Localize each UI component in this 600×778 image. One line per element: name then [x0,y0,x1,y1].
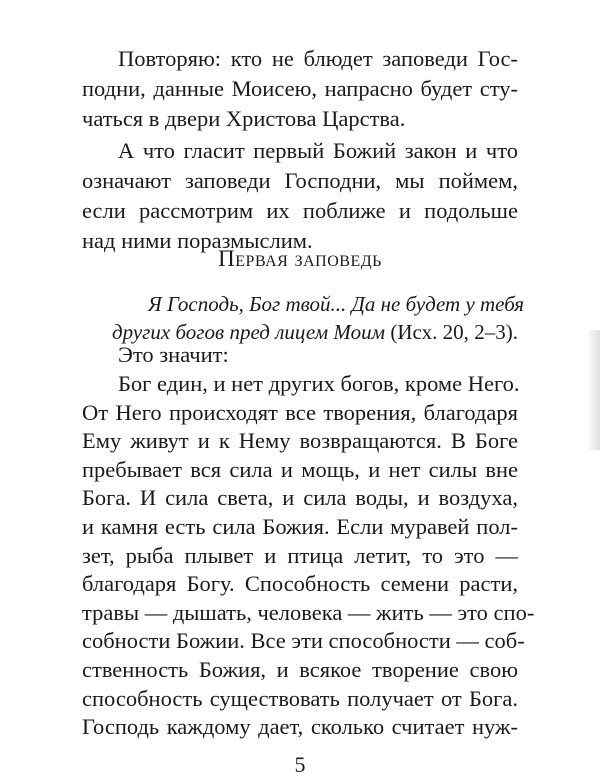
epigraph-quote-1: Я Господь, Бог твой... Да не будет у тебя [148,292,525,316]
paragraph-1-line-3: чаться в двери Христова Царства. [82,106,406,131]
paragraph-4-line-11: ственность Божия, и всякое творение свою [82,657,518,682]
paragraph-2-line-4: над ними поразмыслим. [82,228,313,253]
paragraph-2-line-1: А что гласит первый Божий закон и что [118,138,518,163]
paragraph-4-line-13: Господь каждому дает, сколько считает нуж- [82,714,518,740]
paragraph-2-line-2: означают заповеди Господни, мы поймем, [82,168,518,193]
paragraph-4-line-12: способность существовать получает от Бога. [82,685,518,711]
paragraph-4-line-1: Бог един, и нет других богов, кроме Него. [118,371,520,396]
epigraph-reference: (Исх. 20, 2–3). [385,320,518,344]
page-edge-shadow [586,330,600,450]
paragraph-4-line-4: пребывает вся сила и мощь, и нет силы вне [82,456,518,482]
epigraph-quote-2: других богов пред лицем Моим [112,320,386,344]
paragraph-1-line-2: подни, данные Моисею, напрасно будет сту- [82,76,518,101]
paragraph-3-line-1: Это значит: [118,342,229,367]
paragraph-4-line-6: и камня есть сила Божия. Если муравей пол- [82,514,518,539]
epigraph-line-1 [148,290,525,318]
page-number: 5 [294,751,306,777]
paragraph-4-line-2: От Него происходят все творения, благодаря [82,399,518,425]
paragraph-2-line-3: если рассмотрим их поближе и подольше [82,198,518,223]
paragraph-4-line-3: Ему живут и к Нему возвращаются. В Боге [82,428,518,454]
section-heading: Первая заповедь [218,246,382,271]
paragraph-4-line-8: благодаря Богу. Способность семени расти, [82,571,518,597]
paragraph-1-line-1: Повторяю: кто не блюдет заповеди Гос- [118,46,518,71]
paragraph-4-line-5: Бога. И сила света, и сила воды, и воздуха, [82,485,518,511]
paragraph-4-line-10: собности Божии. Все эти способности — соб- [82,628,525,654]
paragraph-4-line-7: зет, рыба плывет и птица летит, то это — [82,542,518,568]
paragraph-4-line-9: травы — дышать, человека — жить — это спо- [82,599,535,625]
